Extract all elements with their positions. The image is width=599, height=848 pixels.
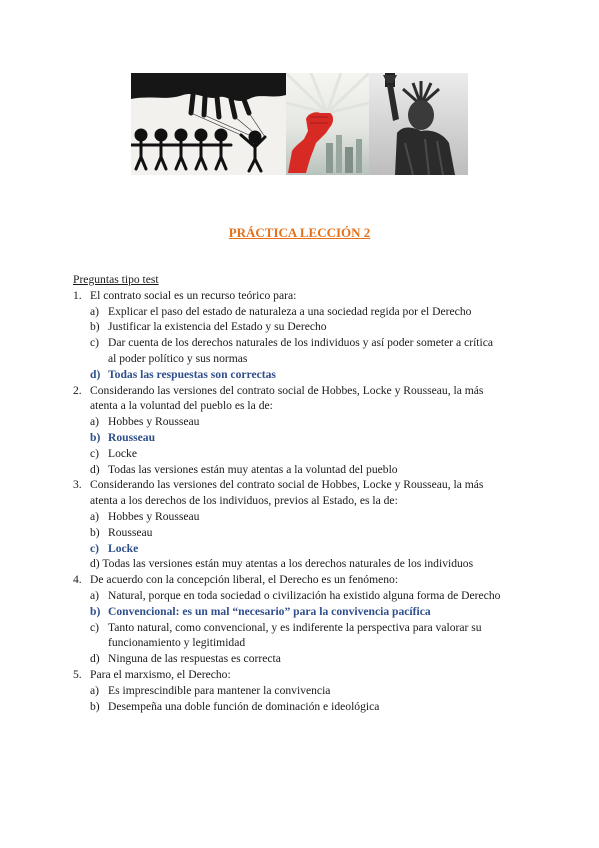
option-letter: d) [90, 462, 100, 476]
question-text: Para el marxismo, el Derecho: [90, 667, 231, 681]
option-text: Hobbes y Rousseau [108, 509, 200, 523]
option-text: Justificar la existencia del Estado y su Derecho [108, 320, 327, 334]
option-text: Rousseau [108, 525, 153, 539]
question-number: 5. [73, 667, 82, 681]
option-text: Todas las versiones están muy atentas a la voluntad del pueblo [108, 462, 398, 476]
correct-option-item [73, 541, 503, 557]
options-list [73, 304, 503, 383]
question-text: El contrato social es un recurso teórico para: [90, 288, 297, 302]
option-letter: d) [90, 557, 100, 571]
option-item [73, 699, 503, 715]
question-3 [73, 477, 503, 509]
option-text: Desempeña una doble función de dominación e ideológica [108, 699, 380, 713]
puppet-hand-image [131, 73, 286, 175]
option-text: Locke [108, 446, 137, 460]
options-list [73, 414, 503, 477]
option-item [73, 414, 503, 430]
option-item [73, 462, 503, 478]
option-item [73, 588, 503, 604]
option-letter: b) [90, 430, 101, 444]
option-letter: a) [90, 509, 100, 523]
correct-option-item [73, 430, 503, 446]
option-letter: a) [90, 304, 100, 318]
option-text: Dar cuenta de los derechos naturales de los individuos y así poder someter a crítica al poder político y sus normas [108, 336, 494, 365]
statue-of-liberty-image [369, 73, 468, 175]
option-letter: c) [90, 620, 100, 634]
option-letter: d) [90, 367, 101, 381]
option-text: Explicar el paso del estado de naturaleza a una sociedad regida por el Derecho [108, 304, 472, 318]
question-number: 4. [73, 573, 82, 587]
question-text: Considerando las versiones del contrato social de Hobbes, Locke y Rousseau, la más atenta a la voluntad del pueblo es la de: [90, 383, 484, 413]
option-text: Tanto natural, como convencional, y es indiferente la perspectiva para valorar su funcionamiento y legitimidad [108, 620, 482, 650]
raised-fist-image [286, 73, 369, 175]
option-item [73, 620, 503, 652]
option-text: Natural, porque en toda sociedad o civilización ha existido alguna forma de Derecho [108, 588, 501, 602]
header-image-banner [131, 73, 468, 175]
option-letter: b) [90, 699, 100, 713]
question-number: 1. [73, 288, 82, 302]
option-item [73, 683, 503, 699]
option-letter: a) [90, 415, 100, 429]
options-list [73, 683, 503, 715]
option-letter: c) [90, 541, 100, 555]
page-title: PRÁCTICA LECCIÓN 2 [228, 225, 371, 240]
option-letter: c) [90, 446, 100, 460]
option-letter: a) [90, 683, 100, 697]
question-5 [73, 667, 503, 683]
option-letter: b) [90, 525, 100, 539]
option-item [73, 509, 503, 525]
option-letter: d) [90, 652, 100, 666]
option-item [73, 446, 503, 462]
option-item [73, 651, 503, 667]
options-list [73, 509, 503, 572]
option-text: Todas las versiones están muy atentas a los derechos naturales de los individuos [102, 557, 474, 571]
option-text: Convencional: es un mal “necesario” para la convivencia pacífica [108, 604, 431, 618]
quiz-content [73, 272, 503, 714]
question-1 [73, 288, 503, 304]
option-item [73, 304, 503, 320]
question-2 [73, 383, 503, 415]
option-letter: b) [90, 604, 101, 618]
question-4 [73, 572, 503, 588]
option-text: Es imprescindible para mantener la convivencia [108, 683, 331, 697]
section-subheading: Preguntas tipo test [73, 273, 159, 286]
question-number: 3. [73, 478, 82, 492]
option-text: Locke [108, 541, 139, 555]
option-letter: b) [90, 320, 100, 334]
question-text: Considerando las versiones del contrato social de Hobbes, Locke y Rousseau, la más atenta a los derechos de los individuos, previos al Estado, es la de: [90, 478, 484, 508]
option-letter: a) [90, 588, 100, 602]
correct-option-item [73, 367, 503, 383]
option-text: Todas las respuestas son correctas [108, 367, 276, 381]
option-item [73, 556, 503, 572]
correct-option-item [73, 604, 503, 620]
options-list [73, 588, 503, 667]
option-text: Ninguna de las respuestas es correcta [108, 652, 281, 666]
option-item [73, 335, 503, 367]
option-text: Rousseau [108, 430, 156, 444]
option-text: Hobbes y Rousseau [108, 415, 200, 429]
option-item [73, 525, 503, 541]
option-item [73, 319, 503, 335]
option-letter: c) [90, 336, 100, 350]
question-number: 2. [73, 383, 82, 397]
question-text: De acuerdo con la concepción liberal, el Derecho es un fenómeno: [90, 573, 399, 587]
